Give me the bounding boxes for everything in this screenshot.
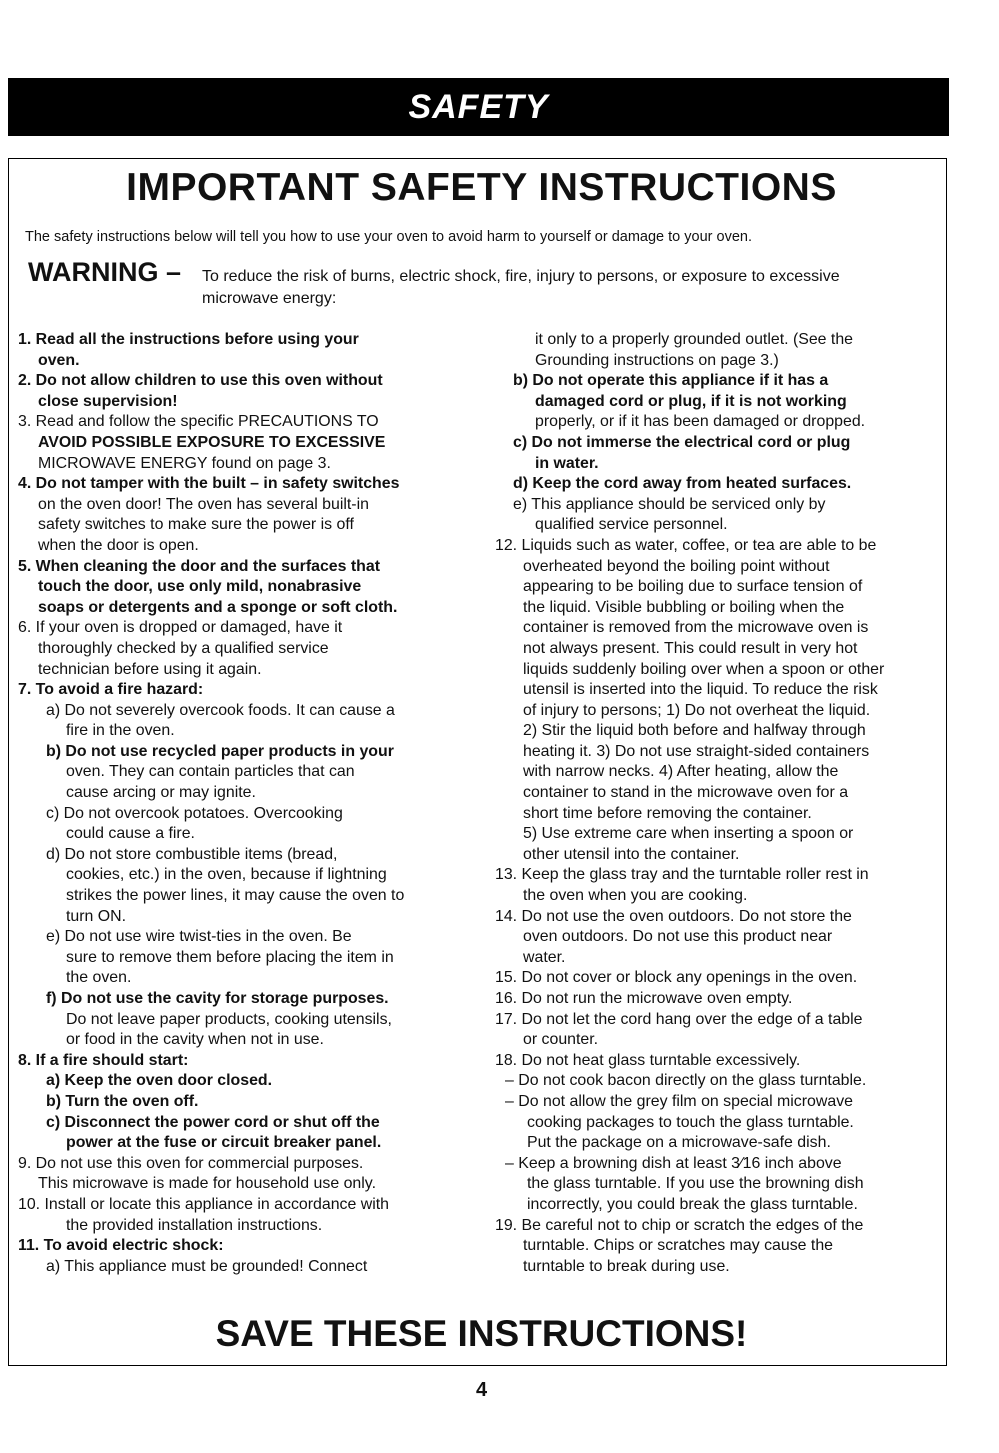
left-column-line: c) Disconnect the power cord or shut off the	[46, 1113, 380, 1131]
right-column-line: 18. Do not heat glass turntable excessively.	[495, 1051, 801, 1069]
right-column-line: c) Do not immerse the electrical cord or plug	[513, 433, 851, 451]
right-column-line: Grounding instructions on page 3.)	[535, 351, 779, 369]
right-column-line: damaged cord or plug, if it is not working	[535, 392, 847, 410]
right-column-line: 17. Do not let the cord hang over the edge of a table	[495, 1010, 863, 1028]
left-column-line: b) Do not use recycled paper products in your	[46, 742, 394, 760]
left-column-line: Do not leave paper products, cooking utensils,	[66, 1010, 392, 1028]
left-column-line: This microwave is made for household use only.	[38, 1175, 376, 1193]
warning-label: WARNING –	[28, 257, 182, 287]
left-column-line: or food in the cavity when not in use.	[66, 1031, 324, 1049]
save-instructions-heading: SAVE THESE INSTRUCTIONS!	[215, 1313, 748, 1354]
right-column-line: utensil is inserted into the liquid. To reduce the risk	[523, 681, 878, 699]
left-column-line: 3. Read and follow the specific PRECAUTIONS TO	[18, 413, 379, 431]
left-column-line: fire in the oven.	[66, 722, 175, 740]
left-column-line: the provided installation instructions.	[66, 1216, 323, 1234]
right-column-line: d) Keep the cord away from heated surfaces.	[513, 475, 852, 493]
intro-text: The safety instructions below will tell you how to use your oven to avoid harm to yourself or damage to your oven.	[25, 229, 752, 245]
right-column	[495, 330, 945, 1277]
section-banner	[8, 78, 949, 136]
right-column-line: 16. Do not run the microwave oven empty.	[495, 990, 793, 1007]
left-column-line: b) Turn the oven off.	[46, 1092, 199, 1110]
right-column-line: oven outdoors. Do not use this product near	[523, 928, 833, 946]
left-column-line: f) Do not use the cavity for storage purposes.	[46, 990, 389, 1007]
right-column-line: qualified service personnel.	[535, 516, 728, 534]
right-column-line: container is removed from the microwave oven is	[523, 619, 869, 637]
left-column-line: could cause a fire.	[66, 825, 195, 843]
right-column-line: 19. Be careful not to chip or scratch the edges of the	[495, 1216, 864, 1234]
right-column-line: overheated beyond the boiling point without	[523, 557, 830, 575]
page-number: 4	[475, 1379, 488, 1401]
left-column-line: technician before using it again.	[38, 660, 262, 678]
left-column-line: strikes the power lines, it may cause the oven to	[66, 887, 405, 905]
right-column-line: the glass turntable. If you use the browning dish	[527, 1175, 864, 1193]
left-column-line: 4. Do not tamper with the built – in safety switches	[18, 475, 400, 493]
right-column-line: not always present. This could result in very hot	[523, 639, 858, 657]
right-column-line: incorrectly, you could break the glass turntable.	[527, 1195, 858, 1213]
left-column-line: touch the door, use only mild, nonabrasive	[38, 578, 362, 596]
right-column-line: – Do not allow the grey film on special microwave	[505, 1092, 853, 1110]
right-column-line: 2) Stir the liquid both before and halfway through	[523, 722, 866, 740]
left-column-line: the oven.	[66, 969, 132, 987]
left-column-line: safety switches to make sure the power is off	[38, 516, 354, 534]
right-column-line: water.	[523, 948, 566, 966]
right-column-line: in water.	[535, 454, 599, 472]
right-column-line: e) This appliance should be serviced only by	[513, 495, 826, 513]
right-column-line: – Do not cook bacon directly on the glass turntable.	[505, 1072, 867, 1090]
right-column-line: container to stand in the microwave oven for a	[523, 784, 849, 802]
left-column-line: close supervision!	[38, 392, 178, 410]
right-column-line: the oven when you are cooking.	[523, 887, 748, 905]
left-column-line: d) Do not store combustible items (bread,	[46, 845, 338, 863]
right-column-line: appearing to be boiling due to surface tension of	[523, 578, 863, 596]
left-column-line: power at the fuse or circuit breaker panel.	[66, 1134, 382, 1152]
right-column-line: – Keep a browning dish at least 3⁄16 inch above	[505, 1154, 842, 1172]
warning-text	[202, 266, 942, 310]
left-column-line: 6. If your oven is dropped or damaged, have it	[18, 619, 343, 637]
left-column-line: c) Do not overcook potatoes. Overcooking	[46, 804, 343, 822]
left-column-line: when the door is open.	[38, 536, 199, 554]
right-column-line: 5) Use extreme care when inserting a spoon or	[523, 825, 854, 843]
right-column-line: properly, or if it has been damaged or dropped.	[535, 413, 866, 431]
page-title: IMPORTANT SAFETY INSTRUCTIONS	[126, 166, 837, 209]
left-column-line: oven. They can contain particles that can	[66, 763, 355, 781]
left-column-line: 10. Install or locate this appliance in accordance with	[18, 1195, 389, 1213]
warning-text-line1: To reduce the risk of burns, electric shock, fire, injury to persons, or exposure to excessive	[202, 268, 840, 285]
left-column-line: sure to remove them before placing the item in	[66, 948, 394, 966]
right-column-line: it only to a properly grounded outlet. (See the	[535, 331, 854, 348]
right-column-line: heating it. 3) Do not use straight-sided containers	[523, 742, 870, 760]
left-column-line: turn ON.	[66, 907, 127, 925]
right-column-line: with narrow necks. 4) After heating, allow the	[523, 763, 839, 781]
right-column-line: 13. Keep the glass tray and the turntable roller rest in	[495, 866, 869, 884]
left-column-line: cookies, etc.) in the oven, because if lightning	[66, 866, 387, 884]
right-column-line: Put the package on a microwave-safe dish.	[527, 1134, 831, 1152]
right-column-line: 14. Do not use the oven outdoors. Do not store the	[495, 907, 852, 925]
right-column-line: short time before removing the container.	[523, 804, 812, 822]
left-column-line: 2. Do not allow children to use this oven without	[18, 372, 383, 390]
right-column-line: of injury to persons; 1) Do not overheat the liquid.	[523, 701, 871, 719]
left-column-line: e) Do not use wire twist-ties in the oven. Be	[46, 928, 352, 946]
right-column-line: turntable. Chips or scratches may cause the	[523, 1237, 834, 1255]
left-column-line: on the oven door! The oven has several built-in	[38, 495, 369, 513]
right-column-line: liquids suddenly boiling over when a spoon or other	[523, 660, 885, 678]
left-column-line: 7. To avoid a fire hazard:	[18, 681, 204, 699]
left-column-line: soaps or detergents and a sponge or soft cloth.	[38, 598, 398, 616]
warning-text-line2: microwave energy:	[202, 290, 337, 307]
banner-title: SAFETY	[408, 87, 549, 126]
right-column-line: other utensil into the container.	[523, 845, 740, 863]
left-column-line: AVOID POSSIBLE EXPOSURE TO EXCESSIVE	[38, 433, 386, 451]
left-column-line: a) Do not severely overcook foods. It can cause a	[46, 701, 395, 719]
right-column-line: 12. Liquids such as water, coffee, or tea are able to be	[495, 536, 877, 554]
left-column-line: 5. When cleaning the door and the surfaces that	[18, 557, 381, 575]
left-column-line: 11. To avoid electric shock:	[18, 1237, 224, 1255]
left-column-line: cause arcing or may ignite.	[66, 784, 256, 802]
left-column-line: oven.	[38, 351, 80, 369]
right-column-line: 15. Do not cover or block any openings in the oven.	[495, 969, 858, 987]
left-column-line: 1. Read all the instructions before using your	[18, 331, 359, 348]
left-column-line: a) Keep the oven door closed.	[46, 1072, 273, 1090]
right-column-line: turntable to break during use.	[523, 1257, 730, 1275]
left-column	[18, 330, 478, 1277]
left-column-line: thoroughly checked by a qualified service	[38, 639, 329, 657]
right-column-line: or counter.	[523, 1031, 599, 1049]
right-column-line: the liquid. Visible bubbling or boiling when the	[523, 598, 845, 616]
right-column-line: b) Do not operate this appliance if it has a	[513, 372, 829, 390]
left-column-line: 8. If a fire should start:	[18, 1051, 189, 1069]
left-column-line: 9. Do not use this oven for commercial purposes.	[18, 1154, 364, 1172]
right-column-line: cooking packages to touch the glass turntable.	[527, 1113, 854, 1131]
left-column-line: MICROWAVE ENERGY found on page 3.	[38, 454, 331, 472]
left-column-line: a) This appliance must be grounded! Connect	[46, 1257, 368, 1275]
